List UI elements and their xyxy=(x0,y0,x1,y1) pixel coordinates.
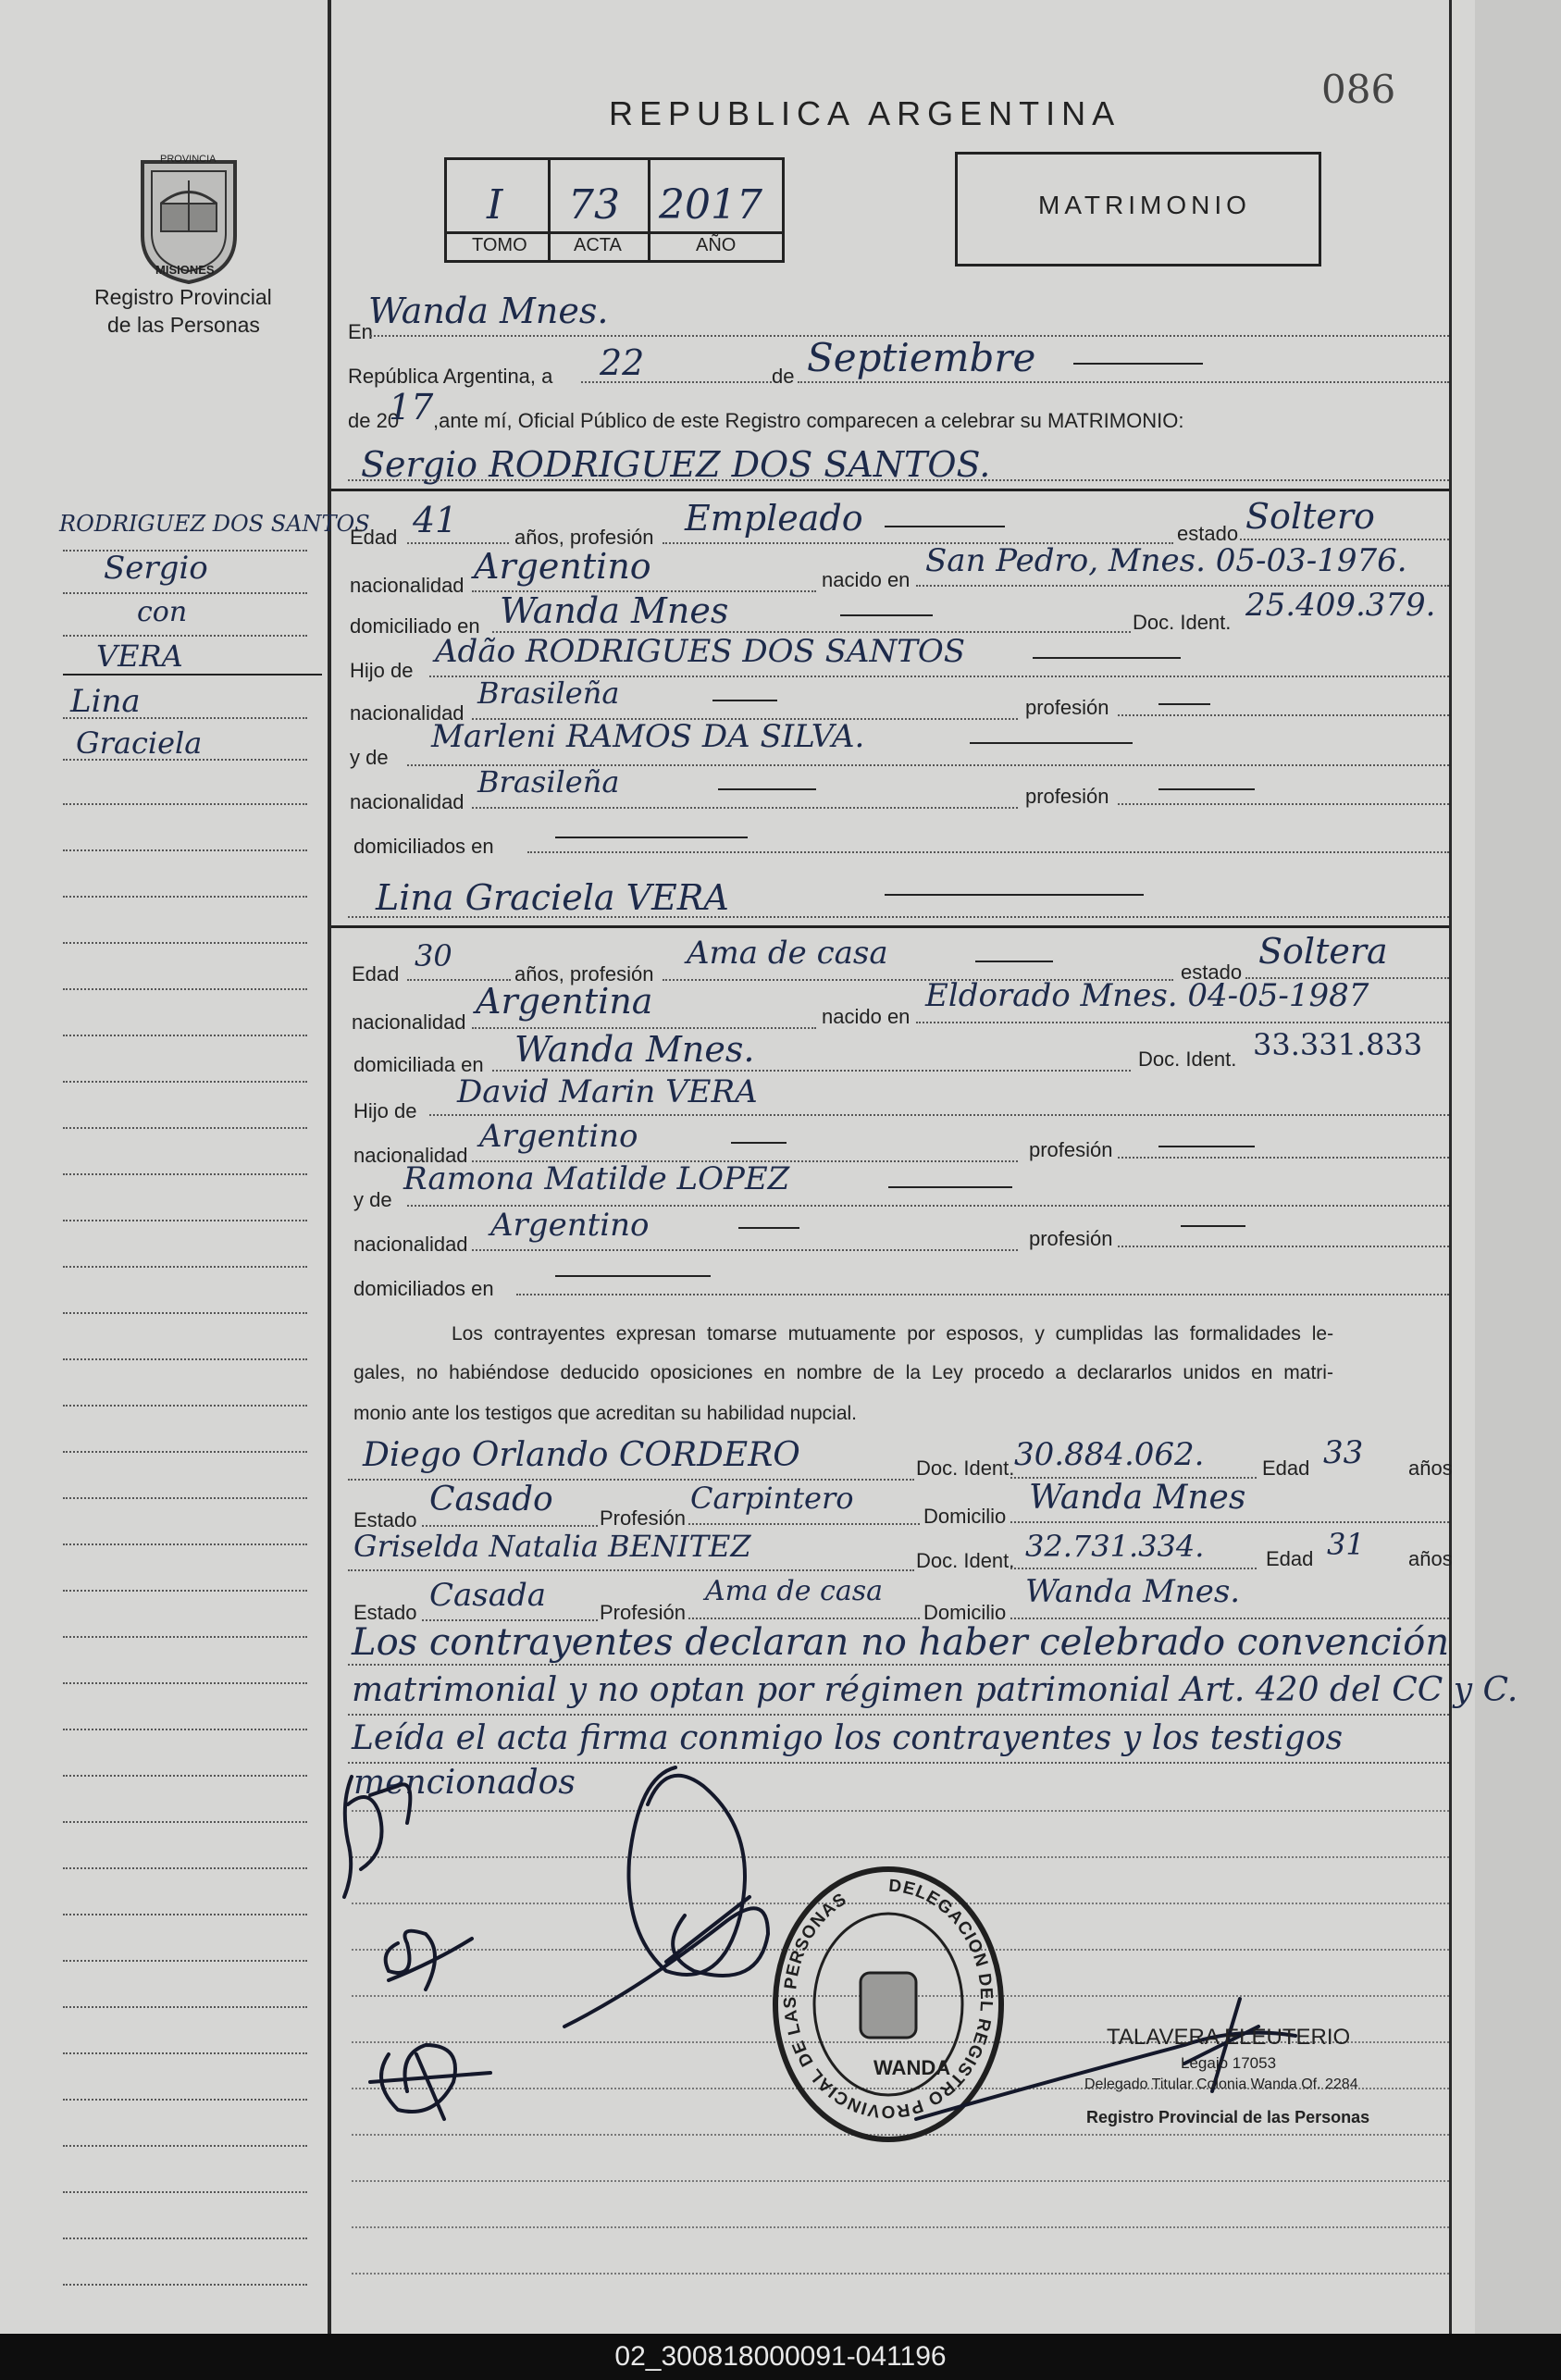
bride-mother-nat-label: nacionalidad xyxy=(353,1233,468,1256)
groom-age: 41 xyxy=(413,500,458,540)
bride-hijo-label: Hijo de xyxy=(353,1099,417,1122)
bride-yde-label: y de xyxy=(353,1188,392,1211)
witness1-profession: Carpintero xyxy=(690,1481,854,1516)
margin-line xyxy=(63,1173,307,1175)
registry-line-1: Registro Provincial xyxy=(94,285,272,309)
bride-mother-nat-line xyxy=(472,1249,1018,1251)
margin-rule xyxy=(328,0,331,2334)
margin-line xyxy=(63,2006,307,2008)
groom-domicile-fill xyxy=(840,614,933,616)
acta-label: ACTA xyxy=(574,235,622,255)
margin-line xyxy=(63,635,307,637)
appearance-statement: ,ante mí, Oficial Público de este Registro comparecen a celebrar su MATRIMONIO: xyxy=(433,409,1184,432)
bride-nat-label: nacionalidad xyxy=(352,1010,466,1034)
groom-age-line xyxy=(407,542,509,544)
groom-nat-label: nacionalidad xyxy=(350,574,465,597)
notes-line-4: mencionados xyxy=(353,1764,576,1802)
groom-name-line xyxy=(348,479,1449,481)
bride-birth: Eldorado Mnes. 04-05-1987 xyxy=(925,977,1369,1014)
groom-yde-label: y de xyxy=(350,746,389,769)
bride-mother-prof-line xyxy=(1118,1246,1449,1247)
registry-line-2: de las Personas xyxy=(107,313,260,337)
groom-mother-nat-label: nacionalidad xyxy=(350,790,465,813)
section-rule xyxy=(331,925,1449,928)
notes-rule xyxy=(348,1714,1449,1716)
bride-father-prof-fill xyxy=(1158,1146,1255,1147)
witness2-doc: 32.731.334. xyxy=(1025,1529,1205,1564)
margin-line xyxy=(63,1035,307,1036)
groom-mother-nat-fill xyxy=(718,788,816,790)
margin-line xyxy=(63,674,322,676)
margin-note-surname: RODRIGUEZ DOS SANTOS xyxy=(59,511,370,537)
margin-line xyxy=(63,2052,307,2054)
notes-line-2: matrimonial y no optan por régimen patrimonial Art. 420 del CC y C. xyxy=(352,1671,1518,1709)
groom-mother-fill xyxy=(970,742,1133,744)
year-prefix: de 20 xyxy=(348,409,400,432)
margin-line xyxy=(63,1127,307,1129)
day: 22 xyxy=(600,342,645,383)
margin-line xyxy=(63,1405,307,1407)
witness2-prof-label: Profesión xyxy=(600,1601,686,1624)
witness1-prof-label: Profesión xyxy=(600,1506,686,1530)
scan-footer xyxy=(0,2334,1561,2380)
official-role: Delegado Titular Colonia Wanda Of. 2284 xyxy=(1084,2076,1358,2092)
bride-birth-line xyxy=(916,1022,1449,1023)
margin-line xyxy=(63,2237,307,2239)
groom-name: Sergio RODRIGUEZ DOS SANTOS. xyxy=(361,444,991,485)
bride-dom-label: domiciliada en xyxy=(353,1053,484,1076)
margin-line xyxy=(63,849,307,851)
margin-line xyxy=(63,1081,307,1083)
declaration-line-3: monio ante los testigos que acreditan su habilidad nupcial. xyxy=(353,1403,858,1424)
box-divider xyxy=(648,157,650,261)
bride-father-nationality: Argentino xyxy=(479,1118,638,1155)
margin-line xyxy=(63,803,307,805)
month-line xyxy=(798,381,1449,383)
witness1-edad-label: Edad xyxy=(1262,1457,1310,1480)
margin-line xyxy=(63,2191,307,2193)
bride-mother-fill xyxy=(888,1186,1012,1188)
groom-nacido-label: nacido en xyxy=(822,568,911,591)
bride-name-fill xyxy=(885,894,1144,896)
country-title: REPUBLICA ARGENTINA xyxy=(609,94,1121,132)
groom-father-prof-label: profesión xyxy=(1025,696,1109,719)
witness1-name: Diego Orlando CORDERO xyxy=(363,1436,800,1474)
margin-line xyxy=(63,1682,307,1684)
margin-line xyxy=(63,592,307,594)
groom-profession-fill xyxy=(885,526,1005,527)
right-rule xyxy=(1449,0,1452,2334)
witness1-anos-label: años xyxy=(1408,1457,1453,1480)
margin-line xyxy=(63,988,307,990)
witness1-doc-label: Doc. Ident. xyxy=(916,1457,1015,1480)
margin-line xyxy=(63,896,307,898)
margin-line xyxy=(63,2284,307,2286)
groom-father-fill xyxy=(1033,657,1181,659)
groom-father: Adão RODRIGUES DOS SANTOS xyxy=(435,633,966,670)
bride-domicile: Wanda Mnes. xyxy=(514,1029,755,1070)
bride-name: Lina Graciela VERA xyxy=(376,877,729,918)
witness1-estado-label: Estado xyxy=(353,1508,417,1531)
ano-value: 2017 xyxy=(659,181,762,229)
bride-mother-nat-fill xyxy=(738,1227,799,1229)
bride-mother-prof-label: profesión xyxy=(1029,1227,1113,1250)
notes-line-3: Leída el acta firma conmigo los contrayentes y los testigos xyxy=(352,1719,1344,1757)
margin-line xyxy=(63,1543,307,1545)
margin-line xyxy=(63,2099,307,2101)
margin-line xyxy=(63,1312,307,1314)
witness2-doc-label: Doc. Ident. xyxy=(916,1549,1015,1572)
margin-line xyxy=(63,1358,307,1360)
groom-mother-nationality: Brasileña xyxy=(477,764,620,800)
margin-line xyxy=(63,1914,307,1915)
witness2-profession: Ama de casa xyxy=(705,1575,883,1607)
groom-dom-label: domiciliado en xyxy=(350,614,480,638)
witness2-dom-line xyxy=(1010,1618,1449,1619)
margin-note-bride-surname: VERA xyxy=(96,638,183,674)
bride-profession: Ama de casa xyxy=(687,935,888,972)
bride-doc: 33.331.833 xyxy=(1253,1027,1423,1062)
bride-father-nat-fill xyxy=(731,1142,787,1144)
groom-mother-prof-label: profesión xyxy=(1025,785,1109,808)
bride-domiciliados-line xyxy=(516,1294,1449,1295)
bride-name-line xyxy=(348,916,1449,918)
margin-line xyxy=(63,1590,307,1592)
groom-father-prof-line xyxy=(1118,714,1449,716)
margin-line xyxy=(63,1636,307,1638)
bride-estado: Soltera xyxy=(1258,931,1388,972)
bride-father-nat-label: nacionalidad xyxy=(353,1144,468,1167)
seal-bottom-text: MISIONES xyxy=(155,263,215,277)
notes-line-1: Los contrayentes declaran no haber celebrado convención xyxy=(352,1621,1450,1664)
page-number: 086 xyxy=(1321,67,1396,112)
bride-father-prof-line xyxy=(1118,1157,1449,1159)
groom-edad-label: Edad xyxy=(350,526,398,549)
groom-mother-nat-line xyxy=(472,807,1018,809)
witness2-name: Griselda Natalia BENITEZ xyxy=(353,1529,751,1564)
groom-father-nat-fill xyxy=(712,700,777,701)
groom-profession: Empleado xyxy=(685,498,863,539)
witness1-estado: Casado xyxy=(429,1481,553,1518)
bride-edad-label: Edad xyxy=(352,962,400,985)
groom-domiciliados-fill xyxy=(555,837,748,838)
bride-father-line xyxy=(429,1114,1449,1116)
bride-domicile-line xyxy=(492,1070,1131,1072)
witness2-estado-label: Estado xyxy=(353,1601,417,1624)
groom-birth: San Pedro, Mnes. 05-03-1976. xyxy=(925,542,1407,579)
witness2-edad-label: Edad xyxy=(1266,1547,1314,1570)
bride-mother-nationality: Argentino xyxy=(490,1207,650,1244)
groom-father-nationality: Brasileña xyxy=(477,676,620,711)
box-label-rule xyxy=(444,231,783,234)
groom-estado-label: estado xyxy=(1177,522,1239,545)
witness1-doc: 30.884.062. xyxy=(1014,1436,1205,1473)
bride-mother: Ramona Matilde LOPEZ xyxy=(403,1160,790,1197)
page-edge xyxy=(1475,0,1561,2334)
bride-father: David Marin VERA xyxy=(457,1073,758,1110)
margin-line xyxy=(63,1451,307,1453)
declaration-line-1: Los contrayentes expresan tomarse mutuamente por esposos, y cumplidas las formalidades le- xyxy=(452,1323,1334,1345)
witness2-prof-line xyxy=(688,1618,920,1619)
month-fill xyxy=(1073,363,1203,365)
witness1-estado-line xyxy=(422,1525,598,1527)
witness2-name-line xyxy=(348,1569,914,1571)
margin-line xyxy=(63,1729,307,1730)
ano-label: AÑO xyxy=(696,235,737,255)
witness1-age: 33 xyxy=(1323,1434,1364,1471)
bride-doc-label: Doc. Ident. xyxy=(1138,1047,1237,1071)
stamp-ring-text: DELEGACION DEL REGISTRO PROVINCIAL DE LAS PERSONAS xyxy=(780,1876,997,2122)
groom-estado: Soltero xyxy=(1245,496,1375,537)
day-line xyxy=(581,381,772,383)
notes-rule xyxy=(348,1664,1449,1666)
place: Wanda Mnes. xyxy=(368,291,609,331)
blank-rule xyxy=(352,2180,1449,2182)
groom-mother-prof-fill xyxy=(1158,788,1255,790)
acta-value: 73 xyxy=(568,181,620,229)
blank-rule xyxy=(352,2273,1449,2275)
tomo-label: TOMO xyxy=(472,235,527,255)
seal-top-text: PROVINCIA xyxy=(160,154,217,165)
witness2-estado: Casada xyxy=(429,1577,547,1614)
groom-father-nat-label: nacionalidad xyxy=(350,701,465,725)
margin-line xyxy=(63,1867,307,1869)
month: Septiembre xyxy=(807,335,1036,380)
groom-mother-prof-line xyxy=(1118,803,1449,805)
margin-line xyxy=(63,1220,307,1221)
witness2-doc-line xyxy=(1010,1568,1257,1569)
groom-doc-label: Doc. Ident. xyxy=(1133,611,1232,634)
witness1-domicile: Wanda Mnes xyxy=(1029,1479,1246,1517)
official-name: TALAVERA ELEUTERIO xyxy=(1107,2025,1351,2050)
de-label: de xyxy=(772,365,795,388)
groom-hijo-label: Hijo de xyxy=(350,659,414,682)
groom-domiciliados-label: domiciliados en xyxy=(353,835,494,858)
groom-domiciliados-line xyxy=(527,851,1449,853)
official-legajo: Legajo 17053 xyxy=(1181,2054,1277,2072)
margin-line xyxy=(63,1497,307,1499)
scan-code: 02_300818000091-041196 xyxy=(614,2341,947,2372)
margin-line xyxy=(63,942,307,944)
bride-anos-label: años, profesión xyxy=(514,962,654,985)
official-registry: Registro Provincial de las Personas xyxy=(1086,2108,1370,2126)
witness1-dom-label: Domicilio xyxy=(923,1505,1007,1528)
bride-estado-label: estado xyxy=(1181,961,1243,984)
witness2-anos-label: años xyxy=(1408,1547,1453,1570)
bride-nationality: Argentina xyxy=(476,981,653,1022)
groom-estado-line xyxy=(1240,539,1449,540)
declaration-line-2: gales, no habiéndose deducido oposiciones en nombre de la Ley procedo a declararlos unidos en matri- xyxy=(353,1362,1333,1383)
tomo-value: I xyxy=(487,181,503,229)
witness2-domicile: Wanda Mnes. xyxy=(1025,1573,1241,1610)
bride-age: 30 xyxy=(415,938,452,973)
republica-label: República Argentina, a xyxy=(348,365,553,388)
en-label: En xyxy=(348,320,373,343)
witness1-prof-line xyxy=(688,1523,920,1525)
bride-domiciliados-fill xyxy=(555,1275,711,1277)
groom-nationality: Argentino xyxy=(474,546,651,587)
margin-line xyxy=(63,1775,307,1777)
margin-line xyxy=(63,1960,307,1962)
witness2-dom-label: Domicilio xyxy=(923,1601,1007,1624)
witness2-age: 31 xyxy=(1327,1527,1365,1562)
groom-anos-label: años, profesión xyxy=(514,526,654,549)
bride-mother-prof-fill xyxy=(1181,1225,1245,1227)
blank-rule xyxy=(352,2226,1449,2228)
margin-note-bride-first: Lina xyxy=(70,683,141,720)
witness1-dom-line xyxy=(1010,1521,1449,1523)
margin-note-bride-second: Graciela xyxy=(76,725,203,761)
groom-domicile: Wanda Mnes xyxy=(500,590,729,631)
act-type: MATRIMONIO xyxy=(1038,191,1251,219)
groom-father-prof-fill xyxy=(1158,703,1210,705)
section-rule xyxy=(331,489,1449,491)
bride-father-prof-label: profesión xyxy=(1029,1138,1113,1161)
margin-line xyxy=(63,2145,307,2147)
bride-profession-fill xyxy=(975,961,1053,962)
margin-note-first-name: Sergio xyxy=(104,550,208,587)
stamp-center-text: WANDA xyxy=(873,2056,951,2079)
margin-line xyxy=(63,1821,307,1823)
bride-domiciliados-label: domiciliados en xyxy=(353,1277,494,1300)
box-divider xyxy=(548,157,551,261)
groom-doc: 25.409.379. xyxy=(1245,587,1436,624)
margin-line xyxy=(63,1266,307,1268)
bride-nacido-label: nacido en xyxy=(822,1005,911,1028)
groom-mother: Marleni RAMOS DA SILVA. xyxy=(431,718,865,755)
margin-note-con: con xyxy=(137,596,188,628)
year-suffix: 17 xyxy=(389,387,434,428)
